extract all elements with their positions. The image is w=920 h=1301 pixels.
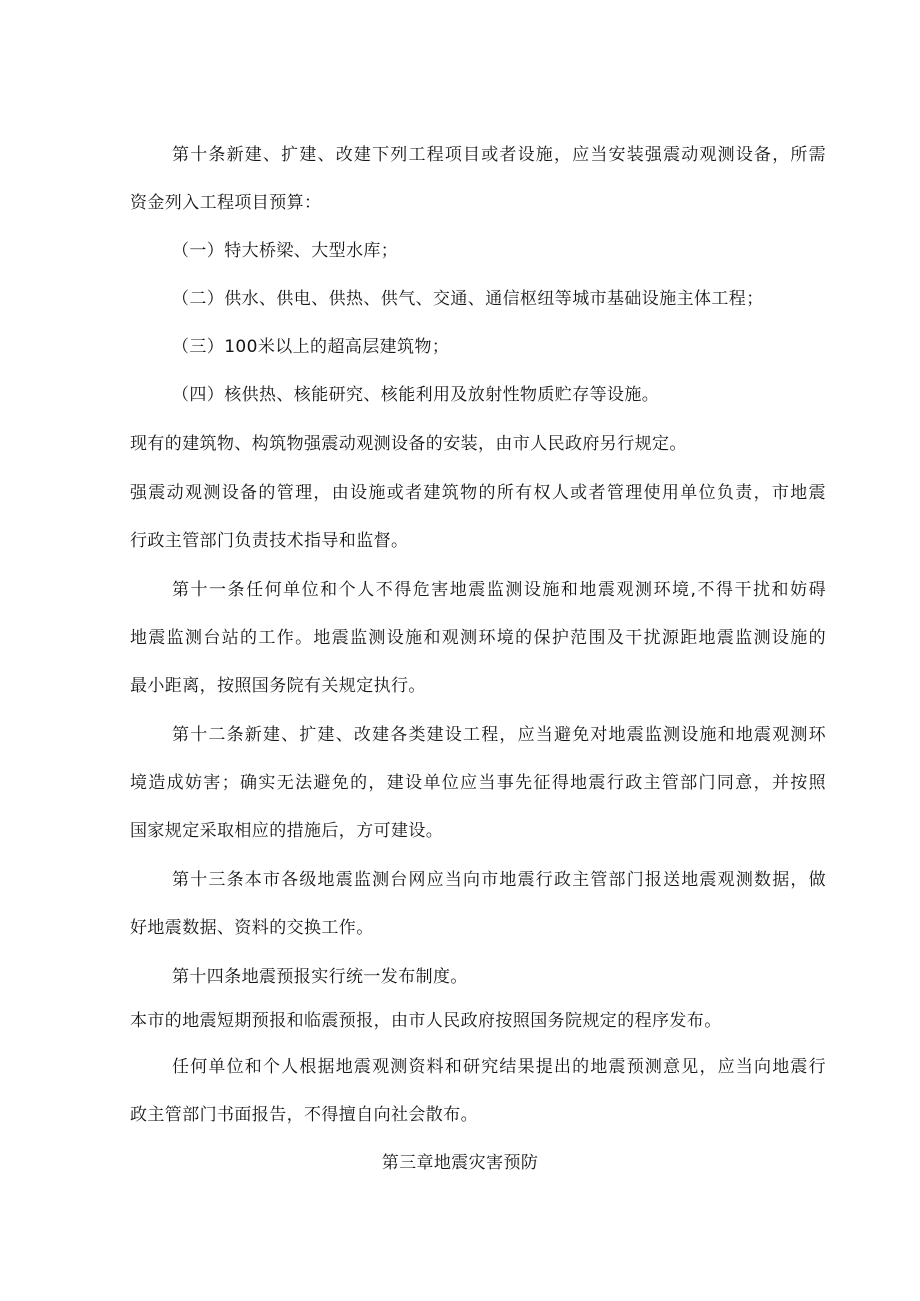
article-10-item-2: （二）供水、供电、供热、供气、交通、通信枢纽等城市基础设施主体工程； bbox=[172, 289, 764, 309]
article-10-management-line-1: 强震动观测设备的管理，由设施或者建筑物的所有权人或者管理使用单位负责，市地震 bbox=[130, 483, 826, 503]
article-14-line-1: 第十四条地震预报实行统一发布制度。 bbox=[172, 967, 468, 987]
article-10-line-1: 第十条新建、扩建、改建下列工程项目或者设施，应当安装强震动观测设备，所需 bbox=[172, 145, 826, 165]
article-14-line-4: 政主管部门书面报告，不得擅自向社会散布。 bbox=[130, 1105, 478, 1125]
chapter-heading: 第三章地震灾害预防 bbox=[381, 1153, 539, 1173]
article-11-line-3: 最小距离，按照国务院有关规定执行。 bbox=[130, 676, 426, 696]
article-14-line-2: 本市的地震短期预报和临震预报，由市人民政府按照国务院规定的程序发布。 bbox=[130, 1011, 722, 1031]
article-11-line-2: 地震监测台站的工作。地震监测设施和观测环境的保护范围及干扰源距地震监测设施的 bbox=[130, 628, 826, 648]
article-10-existing-buildings: 现有的建筑物、构筑物强震动观测设备的安装，由市人民政府另行规定。 bbox=[130, 434, 687, 454]
article-13-line-1: 第十三条本市各级地震监测台网应当向市地震行政主管部门报送地震观测数据，做 bbox=[172, 870, 826, 890]
article-12-line-2: 境造成妨害；确实无法避免的，建设单位应当事先征得地震行政主管部门同意，并按照 bbox=[130, 773, 826, 793]
article-10-item-3: （三）100米以上的超高层建筑物； bbox=[172, 337, 450, 357]
article-10-item-4: （四）核供热、核能研究、核能利用及放射性物质贮存等设施。 bbox=[172, 385, 660, 405]
article-10-management-line-2: 行政主管部门负责技术指导和监督。 bbox=[130, 531, 409, 551]
article-13-line-2: 好地震数据、资料的交换工作。 bbox=[130, 918, 374, 938]
article-12-line-3: 国家规定采取相应的措施后，方可建设。 bbox=[130, 821, 444, 841]
article-14-line-3: 任何单位和个人根据地震观测资料和研究结果提出的地震预测意见，应当向地震行 bbox=[172, 1057, 826, 1077]
article-10-line-2: 资金列入工程项目预算： bbox=[130, 193, 322, 213]
article-12-line-1: 第十二条新建、扩建、改建各类建设工程，应当避免对地震监测设施和地震观测环 bbox=[172, 725, 826, 745]
article-11-line-1: 第十一条任何单位和个人不得危害地震监测设施和地震观测环境,不得干扰和妨碍 bbox=[172, 580, 826, 600]
article-10-item-1: （一）特大桥梁、大型水库； bbox=[172, 241, 399, 261]
